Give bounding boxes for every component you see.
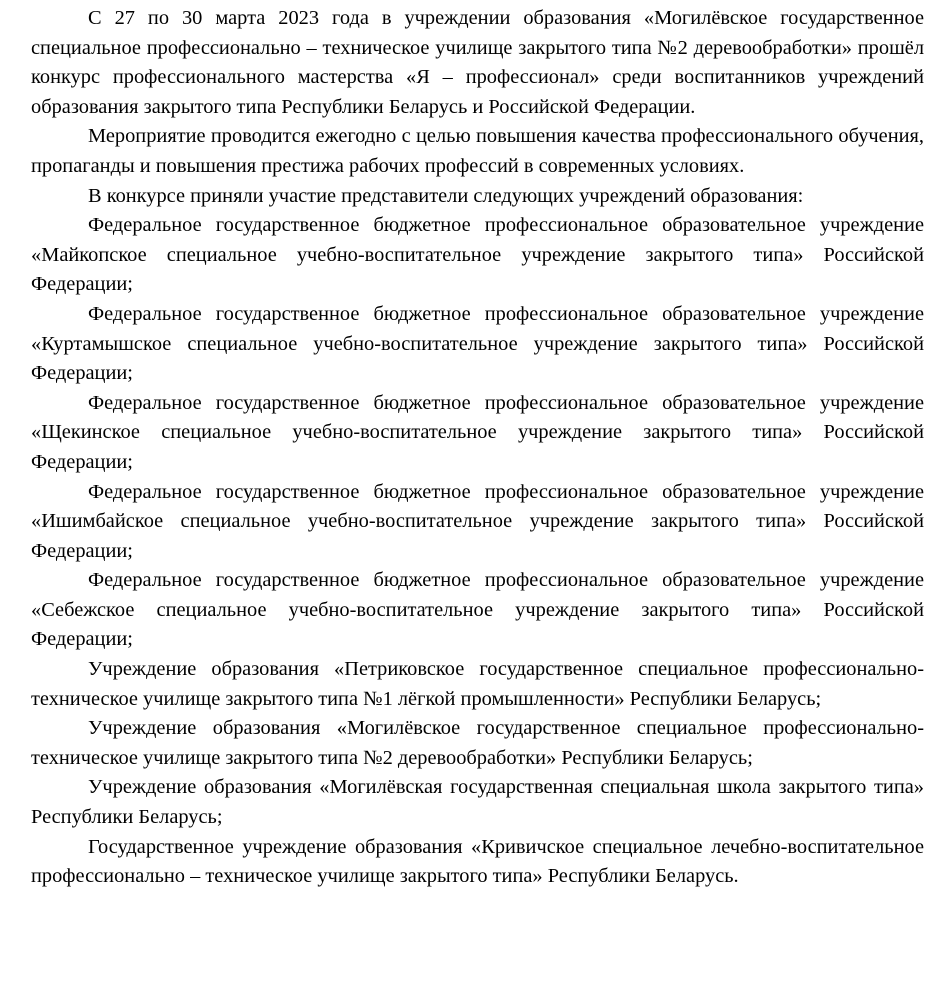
- participant-item-mogilev-college: Учреждение образования «Могилёвское государственное специальное профессионально-техническое училище закрытого типа №2 деревообработки» Республики Беларусь;: [31, 717, 924, 769]
- participant-item-sebezh: Федеральное государственное бюджетное профессиональное образовательное учреждение «Себежское специальное учебно-воспитательное учреждение закрытого типа» Российской Федерации;: [31, 569, 924, 651]
- document-body: [31, 4, 924, 892]
- participant-item-krivichi: Государственное учреждение образования «Кривичское специальное лечебно-воспитательное профессионально – техническое училище закрытого типа» Республики Беларусь.: [31, 835, 924, 888]
- participant-item-shchekino: Федеральное государственное бюджетное профессиональное образовательное учреждение «Щекинское специальное учебно-воспитательное учреждение закрытого типа» Российской Федерации;: [31, 391, 924, 473]
- participant-item-ishimbay: Федеральное государственное бюджетное профессиональное образовательное учреждение «Ишимбайское специальное учебно-воспитательное учреждение закрытого типа» Российской Федерации;: [31, 480, 924, 562]
- participants-heading: В конкурсе приняли участие представители следующих учреждений образования:: [88, 184, 804, 207]
- intro-paragraph: С 27 по 30 марта 2023 года в учреждении образования «Могилёвское государственное специальное профессионально – техническое училище закрытого типа №2 деревообработки» прошёл конкурс профессионального мастерства «Я – профессионал» среди воспитанников учреждений образования закрытого типа Республики Беларусь и Российской Федерации.: [31, 7, 924, 118]
- participant-item-mogilev-school: Учреждение образования «Могилёвская государственная специальная школа закрытого типа» Республики Беларусь;: [31, 776, 924, 829]
- participant-item-kurtamysh: Федеральное государственное бюджетное профессиональное образовательное учреждение «Куртамышское специальное учебно-воспитательное учреждение закрытого типа» Российской Федерации;: [31, 302, 924, 385]
- participant-item-maykop: Федеральное государственное бюджетное профессиональное образовательное учреждение «Майкопское специальное учебно-воспитательное учреждение закрытого типа» Российской Федерации;: [31, 214, 924, 296]
- participant-item-petrikov: Учреждение образования «Петриковское государственное специальное профессионально-техническое училище закрытого типа №1 лёгкой промышленности» Республики Беларусь;: [31, 658, 924, 710]
- purpose-paragraph: Мероприятие проводится ежегодно с целью повышения качества профессионального обучения, пропаганды и повышения престижа рабочих профессий в современных условиях.: [31, 125, 924, 177]
